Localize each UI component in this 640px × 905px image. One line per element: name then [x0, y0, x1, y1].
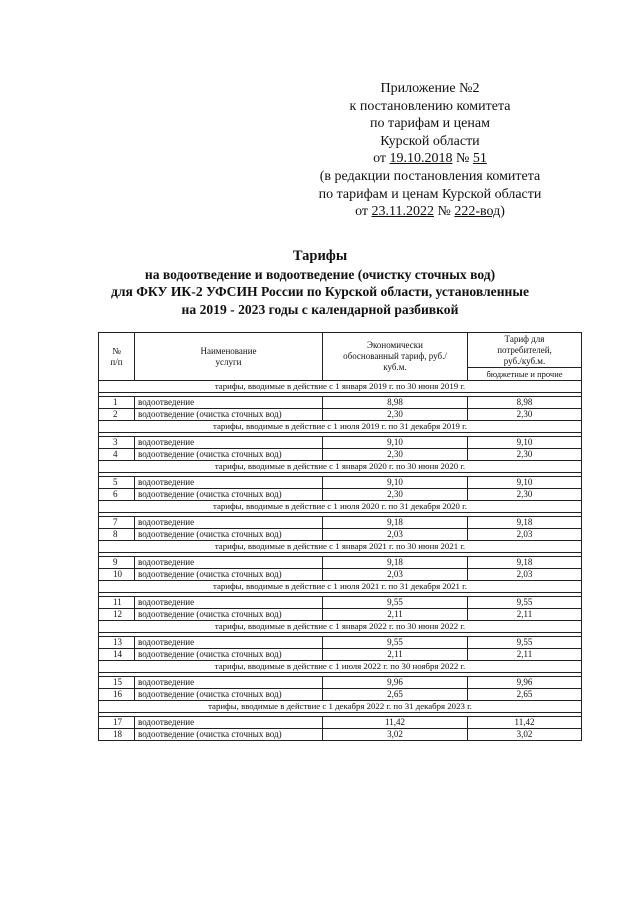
table-row: [99, 649, 582, 661]
period-row: [99, 701, 582, 713]
row-number: 7: [99, 517, 135, 529]
consumer-tariff: 2,30: [468, 489, 582, 501]
header-consumer-tariff: [468, 333, 582, 368]
consumer-tariff: 9,10: [468, 477, 582, 489]
table-row: [99, 729, 582, 741]
table-row: [99, 397, 582, 409]
service-name: водоотведение: [135, 437, 323, 449]
date-prefix: от: [355, 204, 372, 220]
table-row: [99, 517, 582, 529]
service-name: водоотведение (очистка сточных вод): [135, 409, 323, 421]
row-number: 8: [99, 529, 135, 541]
resolution-number: 51: [472, 151, 487, 167]
service-name: водоотведение (очистка сточных вод): [135, 649, 323, 661]
service-name: водоотведение: [135, 637, 323, 649]
service-name: водоотведение (очистка сточных вод): [135, 449, 323, 461]
row-number: 11: [99, 597, 135, 609]
table-row: [99, 569, 582, 581]
row-number: 5: [99, 477, 135, 489]
table-row: [99, 689, 582, 701]
table-row: [99, 557, 582, 569]
header-economic-tariff: [323, 333, 468, 381]
economic-tariff: 2,30: [323, 449, 468, 461]
economic-tariff: 9,18: [323, 557, 468, 569]
row-number: 13: [99, 637, 135, 649]
service-name: водоотведение (очистка сточных вод): [135, 609, 323, 621]
appendix-title: Приложение №2: [380, 81, 480, 96]
row-number: 15: [99, 677, 135, 689]
row-number: 6: [99, 489, 135, 501]
row-number: 2: [99, 409, 135, 421]
row-number: 18: [99, 729, 135, 741]
period-row: [99, 581, 582, 593]
header-consumer-tariff-text: Тариф для потребителей, руб./куб.м.: [497, 333, 552, 366]
economic-tariff: 9,55: [323, 597, 468, 609]
period-label: тарифы, вводимые в действие с 1 января 2021 г. по 30 июня 2021 г.: [99, 541, 582, 553]
table-row: [99, 437, 582, 449]
header-consumer-subcolumn: бюджетные и прочие: [468, 368, 582, 381]
service-name: водоотведение: [135, 597, 323, 609]
appendix-header: [300, 80, 560, 221]
row-number: 3: [99, 437, 135, 449]
consumer-tariff: 3,02: [468, 729, 582, 741]
service-name: водоотведение: [135, 517, 323, 529]
service-name: водоотведение (очистка сточных вод): [135, 729, 323, 741]
period-label: тарифы, вводимые в действие с 1 июля 2021 г. по 31 декабря 2021 г.: [99, 581, 582, 593]
table-row: [99, 449, 582, 461]
title-line: на водоотведение и водоотведение (очистку сточных вод): [144, 266, 496, 282]
economic-tariff: 9,18: [323, 517, 468, 529]
period-label: тарифы, вводимые в действие с 1 января 2020 г. по 30 июня 2020 г.: [99, 461, 582, 473]
header-number: [99, 333, 135, 381]
table-row: [99, 597, 582, 609]
tariffs-body: [99, 381, 582, 741]
table-row: [99, 677, 582, 689]
document-title: [40, 248, 600, 318]
period-row: [99, 381, 582, 393]
period-row: [99, 621, 582, 633]
consumer-tariff: 9,10: [468, 437, 582, 449]
period-row: [99, 461, 582, 473]
row-number: 10: [99, 569, 135, 581]
appendix-line: по тарифам и ценам: [370, 116, 490, 132]
edition-line: (в редакции постановления комитета: [319, 168, 541, 184]
consumer-tariff: 9,55: [468, 597, 582, 609]
header-service-name: [135, 333, 323, 381]
title-line: на 2019 - 2023 годы с календарной разбивкой: [181, 301, 459, 317]
tariffs-table: [98, 332, 582, 741]
economic-tariff: 3,02: [323, 729, 468, 741]
number-sign: №: [433, 204, 455, 220]
consumer-tariff: 2,65: [468, 689, 582, 701]
service-name: водоотведение: [135, 677, 323, 689]
header-number-text: № п/п: [110, 345, 123, 367]
edition-date: 23.11.2022: [371, 204, 434, 220]
economic-tariff: 8,98: [323, 397, 468, 409]
row-number: 12: [99, 609, 135, 621]
period-row: [99, 541, 582, 553]
table-row: [99, 409, 582, 421]
service-name: водоотведение: [135, 717, 323, 729]
resolution-date: 19.10.2018: [389, 151, 453, 167]
consumer-tariff: 2,11: [468, 609, 582, 621]
row-number: 16: [99, 689, 135, 701]
period-row: [99, 661, 582, 673]
table-row: [99, 717, 582, 729]
period-label: тарифы, вводимые в действие с 1 декабря 2022 г. по 31 декабря 2023 г.: [99, 701, 582, 713]
period-label: тарифы, вводимые в действие с 1 января 2022 г. по 30 июня 2022 г.: [99, 621, 582, 633]
economic-tariff: 9,96: [323, 677, 468, 689]
consumer-tariff: 9,96: [468, 677, 582, 689]
economic-tariff: 2,03: [323, 569, 468, 581]
consumer-tariff: 2,03: [468, 569, 582, 581]
period-label: тарифы, вводимые в действие с 1 июля 2020 г. по 31 декабря 2020 г.: [99, 501, 582, 513]
service-name: водоотведение (очистка сточных вод): [135, 489, 323, 501]
consumer-tariff: 2,11: [468, 649, 582, 661]
row-number: 17: [99, 717, 135, 729]
header-economic-tariff-text: Экономически обоснованный тариф, руб./ куб.м.: [343, 340, 447, 372]
economic-tariff: 9,10: [323, 437, 468, 449]
table-row: [99, 477, 582, 489]
consumer-tariff: 9,55: [468, 637, 582, 649]
consumer-tariff: 2,30: [468, 449, 582, 461]
header-service-name-text: Наименование услуги: [200, 345, 257, 367]
edition-number: 222-вод: [454, 204, 501, 220]
period-row: [99, 501, 582, 513]
economic-tariff: 11,42: [323, 717, 468, 729]
table-row: [99, 609, 582, 621]
economic-tariff: 2,30: [323, 489, 468, 501]
period-row: [99, 421, 582, 433]
table-row: [99, 489, 582, 501]
table-row: [99, 529, 582, 541]
period-label: тарифы, вводимые в действие с 1 июля 2019 г. по 31 декабря 2019 г.: [99, 421, 582, 433]
economic-tariff: 2,11: [323, 609, 468, 621]
date-prefix: от: [373, 151, 390, 167]
economic-tariff: 2,65: [323, 689, 468, 701]
consumer-tariff: 9,18: [468, 517, 582, 529]
edition-line: по тарифам и ценам Курской области: [318, 186, 542, 202]
title-line: для ФКУ ИК-2 УФСИН России по Курской области, установленные: [110, 284, 530, 299]
service-name: водоотведение (очистка сточных вод): [135, 689, 323, 701]
economic-tariff: 2,11: [323, 649, 468, 661]
number-sign: №: [452, 151, 473, 167]
service-name: водоотведение (очистка сточных вод): [135, 529, 323, 541]
service-name: водоотведение: [135, 557, 323, 569]
economic-tariff: 2,30: [323, 409, 468, 421]
consumer-tariff: 8,98: [468, 397, 582, 409]
appendix-line: Курской области: [380, 133, 480, 149]
service-name: водоотведение: [135, 397, 323, 409]
period-label: тарифы, вводимые в действие с 1 июля 2022 г. по 30 ноября 2022 г.: [99, 661, 582, 673]
consumer-tariff: 2,30: [468, 409, 582, 421]
table-row: [99, 637, 582, 649]
period-label: тарифы, вводимые в действие с 1 января 2019 г. по 30 июня 2019 г.: [99, 381, 582, 393]
appendix-line: к постановлению комитета: [349, 98, 511, 114]
economic-tariff: 9,10: [323, 477, 468, 489]
consumer-tariff: 11,42: [468, 717, 582, 729]
row-number: 4: [99, 449, 135, 461]
service-name: водоотведение (очистка сточных вод): [135, 569, 323, 581]
row-number: 9: [99, 557, 135, 569]
closing-paren: ): [500, 204, 505, 220]
consumer-tariff: 9,18: [468, 557, 582, 569]
resolution-date-line: [300, 150, 560, 168]
edition-date-line: [300, 203, 560, 221]
consumer-tariff: 2,03: [468, 529, 582, 541]
row-number: 1: [99, 397, 135, 409]
service-name: водоотведение: [135, 477, 323, 489]
title-main: Тарифы: [292, 248, 348, 264]
row-number: 14: [99, 649, 135, 661]
economic-tariff: 9,55: [323, 637, 468, 649]
economic-tariff: 2,03: [323, 529, 468, 541]
